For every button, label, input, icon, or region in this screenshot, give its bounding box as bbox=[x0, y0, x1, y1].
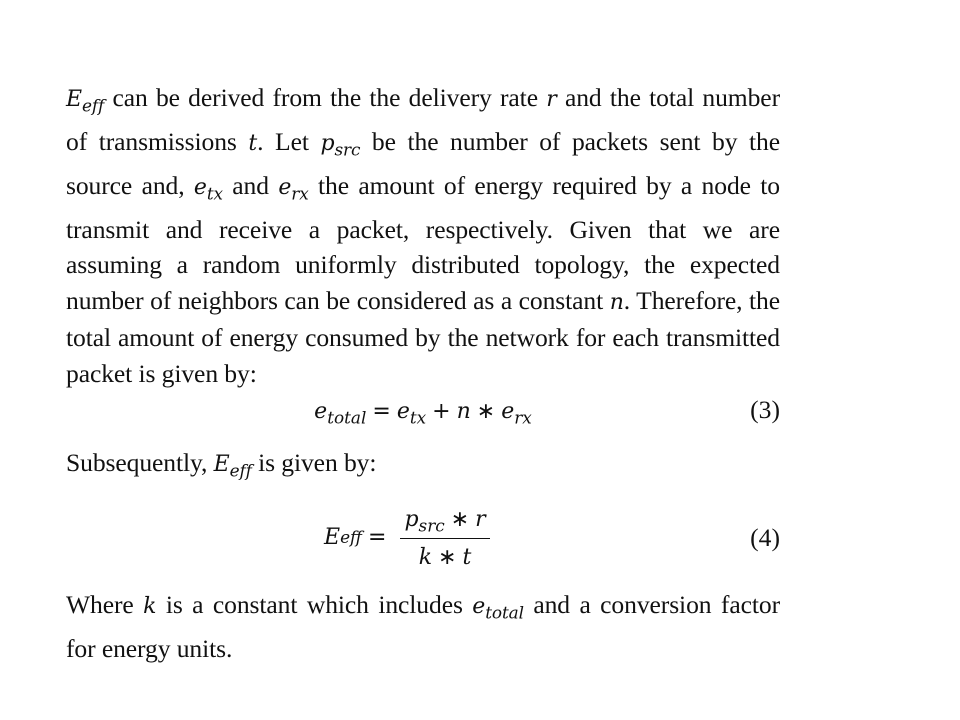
symbol-e: e bbox=[278, 174, 292, 200]
subscript-src: src bbox=[418, 515, 445, 536]
symbol-E: E bbox=[213, 452, 230, 478]
text-span: Subsequently, bbox=[66, 448, 214, 478]
paragraph-subsequently bbox=[66, 445, 780, 489]
text-span: Where bbox=[66, 590, 144, 620]
text-span: and the total number of transmissions bbox=[66, 83, 780, 156]
equation-3-body bbox=[66, 395, 780, 427]
times-sign: ∗ bbox=[450, 507, 470, 533]
subscript-total: total bbox=[485, 602, 524, 623]
equals-sign: = bbox=[372, 399, 391, 425]
subscript-eff: eff bbox=[340, 527, 363, 548]
subscript-src: src bbox=[334, 139, 361, 160]
equation-4 bbox=[66, 499, 780, 577]
plus-sign: + bbox=[432, 399, 451, 425]
fraction bbox=[400, 503, 489, 570]
subscript-total: total bbox=[327, 407, 367, 428]
symbol-t: t bbox=[248, 130, 258, 156]
symbol-k: k bbox=[418, 544, 433, 570]
symbol-n: n bbox=[456, 399, 471, 425]
text-column bbox=[66, 80, 780, 667]
paragraph-energy-derivation bbox=[66, 80, 780, 391]
symbol-E: E bbox=[66, 87, 82, 112]
symbol-p: p bbox=[404, 507, 419, 533]
fraction-denominator bbox=[419, 539, 472, 571]
paragraph-where-k bbox=[66, 587, 780, 666]
equation-3 bbox=[66, 391, 780, 435]
times-sign: ∗ bbox=[438, 544, 457, 570]
subscript-tx: tx bbox=[206, 183, 223, 204]
symbol-p: p bbox=[320, 130, 335, 156]
symbol-E: E bbox=[324, 524, 341, 550]
text-span: is a constant which includes bbox=[156, 590, 473, 620]
text-span: and bbox=[222, 170, 279, 200]
symbol-r: r bbox=[546, 87, 557, 112]
symbol-e: e bbox=[193, 174, 207, 200]
symbol-e: e bbox=[501, 399, 515, 425]
text-span: be the number of packets sent by the source and, bbox=[66, 126, 781, 200]
text-span: is given by: bbox=[251, 448, 377, 478]
text-span: . Therefore, the total amount of energy consumed by the network for each transmitted packet is given by: bbox=[66, 285, 780, 388]
symbol-e: e bbox=[472, 594, 486, 620]
fraction-numerator bbox=[400, 503, 489, 538]
subscript-rx: rx bbox=[514, 407, 532, 428]
text-span: can be derived from the the delivery rate bbox=[104, 83, 547, 112]
text-span: and a conversion factor for energy units. bbox=[66, 590, 780, 664]
equation-4-body bbox=[324, 499, 490, 575]
symbol-r: r bbox=[475, 507, 486, 533]
symbol-e: e bbox=[314, 399, 328, 425]
subscript-rx: rx bbox=[291, 183, 309, 204]
symbol-n: n bbox=[609, 289, 624, 315]
subscript-eff: eff bbox=[81, 95, 105, 116]
text-span: the amount of energy required by a node to transmit and receive a packet, respectively. Given that we are assuming a random uniformly distributed topology, the expected number of neighbors can be considered as a constant bbox=[66, 170, 780, 315]
text-span: . Let bbox=[257, 126, 321, 156]
equals-sign: = bbox=[368, 524, 387, 550]
symbol-t: t bbox=[462, 544, 472, 570]
subscript-eff: eff bbox=[229, 460, 252, 481]
times-sign: ∗ bbox=[476, 399, 496, 425]
symbol-k: k bbox=[143, 594, 157, 620]
subscript-tx: tx bbox=[409, 407, 427, 428]
equation-number-4: (4) bbox=[750, 523, 780, 553]
symbol-e: e bbox=[396, 399, 410, 425]
equation-number-3: (3) bbox=[750, 395, 780, 425]
